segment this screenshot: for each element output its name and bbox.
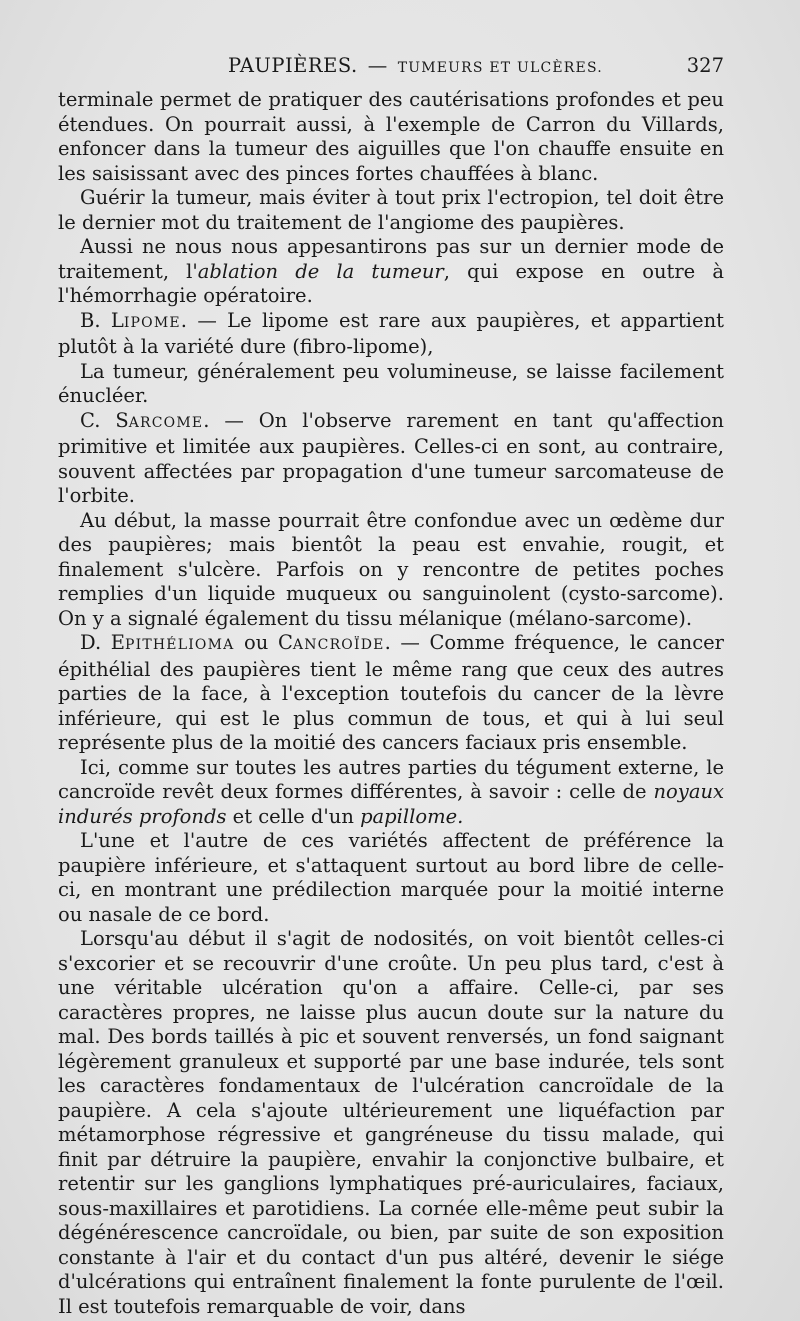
sarcome-label: C. S xyxy=(80,408,129,432)
running-header xyxy=(58,54,724,84)
page-body xyxy=(58,88,724,1319)
p9-italic-2: papillome. xyxy=(360,804,464,828)
lipome-text: . — Le lipome est rare aux paupières, et appartient plutôt à la variété dure (fibro-lipome), xyxy=(58,308,724,358)
epithelioma-ou: ou C xyxy=(234,631,293,654)
paragraph-9 xyxy=(58,756,724,830)
paragraph-epithelioma xyxy=(58,631,724,756)
p3-text-after: , qui expose en outre à l'hémorrhagie opératoire. xyxy=(58,259,724,307)
paragraph-10: L'une et l'autre de ces variétés affectent de préférence la paupière inférieure, et s'attaquent surtout au bord libre de celle-ci, en montrant une prédilection marquée pour la moitié interne ou nasale de ce bord. xyxy=(58,829,724,926)
lipome-label: B. L xyxy=(80,308,124,332)
p9-text-mid: et celle d'un xyxy=(226,804,361,828)
paragraph-7: Au début, la masse pourrait être confondue avec un œdème dur des paupières; mais bientôt la peau est envahie, rougit, et finalement s'ulcère. Parfois on y rencontre de petites poches remplies d'un liquide muqueux ou sanguinolent (cysto-sarcome). On y a signalé également du tissu mélanique (mélano-sarcome). xyxy=(58,508,724,630)
header-dash: — xyxy=(367,54,388,77)
epithelioma-label-smallcaps: PITHÉLIOMA xyxy=(124,637,235,653)
lipome-label-smallcaps: IPOME xyxy=(123,314,181,331)
paragraph-3 xyxy=(58,235,724,309)
sarcome-text: . — On l'observe rarement en tant qu'affection primitive et limitée aux paupières. Celles-ci en sont, au contraire, souvent affectées par propagation d'une tumeur sarcomateuse de l'orbite. xyxy=(58,408,724,507)
p9-italic-1: noyaux indurés profonds xyxy=(58,780,724,828)
epithelioma-text: . — Comme fréquence, le cancer épithélial des paupières tient le même rang que ceux des autres parties de la face, à l'exception toutefois du cancer de la lèvre inférieure, qui est le plus commun de tous, et qui à lui seul représente plus de la moitié des cancers faciaux pris ensemble. xyxy=(58,631,725,754)
paragraph-1: terminale permet de pratiquer des cautérisations profondes et peu étendues. On pourrait aussi, à l'exemple de Carron du Villards, enfoncer dans la tumeur des aiguilles que l'on chauffe ensuite en les saisissant avec des pinces fortes chauffées à blanc. xyxy=(58,88,724,185)
paragraph-11: Lorsqu'au début il s'agit de nodosités, on voit bientôt celles-ci s'excorier et se recouvrir d'une croûte. Un peu plus tard, c'est à une véritable ulcération qu'on a affaire. Celle-ci, par ses caractères propres, ne laisse plus aucun doute sur la nature du mal. Des bords taillés à pic et souvent renversés, un fond saignant légèrement granuleux et supporté par une base indurée, tels sont les caractères fondamentaux de l'ulcération cancroïdale de la paupière. A cela s'ajoute ultérieurement une liquéfaction par métamorphose régressive et gangréneuse du tissu malade, qui finit par détruire la paupière, envahir la conjonctive bulbaire, et retentir sur les ganglions lymphatiques pré-auriculaires, faciaux, sous-maxillaires et parotidiens. La cornée elle-même peut subir la dégénérescence cancroïdale, ou bien, par suite de son exposition constante à l'air et du contact d'un pus altéré, devenir le siége d'ulcérations qui entraînent finalement la fonte purulente de l'œil. Il est toutefois remarquable de voir, dans xyxy=(58,927,724,1318)
section-subtitle: TUMEURS ET ULCÈRES. xyxy=(397,60,603,76)
page-number: 327 xyxy=(686,54,724,77)
paragraph-2: Guérir la tumeur, mais éviter à tout prix l'ectropion, tel doit être le dernier mot du traitement de l'angiome des paupières. xyxy=(58,186,724,234)
sarcome-label-smallcaps: ARCOME xyxy=(128,414,204,431)
epithelioma-label: D. E xyxy=(80,631,125,654)
paragraph-sarcome xyxy=(58,409,724,509)
cancroide-label-smallcaps: ANCROÏDE xyxy=(292,637,385,653)
running-title xyxy=(228,54,603,77)
paragraph-lipome xyxy=(58,309,724,360)
chapter-title: PAUPIÈRES. xyxy=(228,54,358,77)
p9-text-before: Ici, comme sur toutes les autres parties du tégument externe, le cancroïde revêt deux formes différentes, à savoir : celle de xyxy=(58,755,724,803)
p3-italic: ablation de la tumeur xyxy=(197,259,444,283)
paragraph-5: La tumeur, généralement peu volumineuse, se laisse facilement énucléer. xyxy=(58,359,724,407)
p3-text-before: Aussi ne nous nous appesantirons pas sur un dernier mode de traitement, l' xyxy=(58,235,724,283)
